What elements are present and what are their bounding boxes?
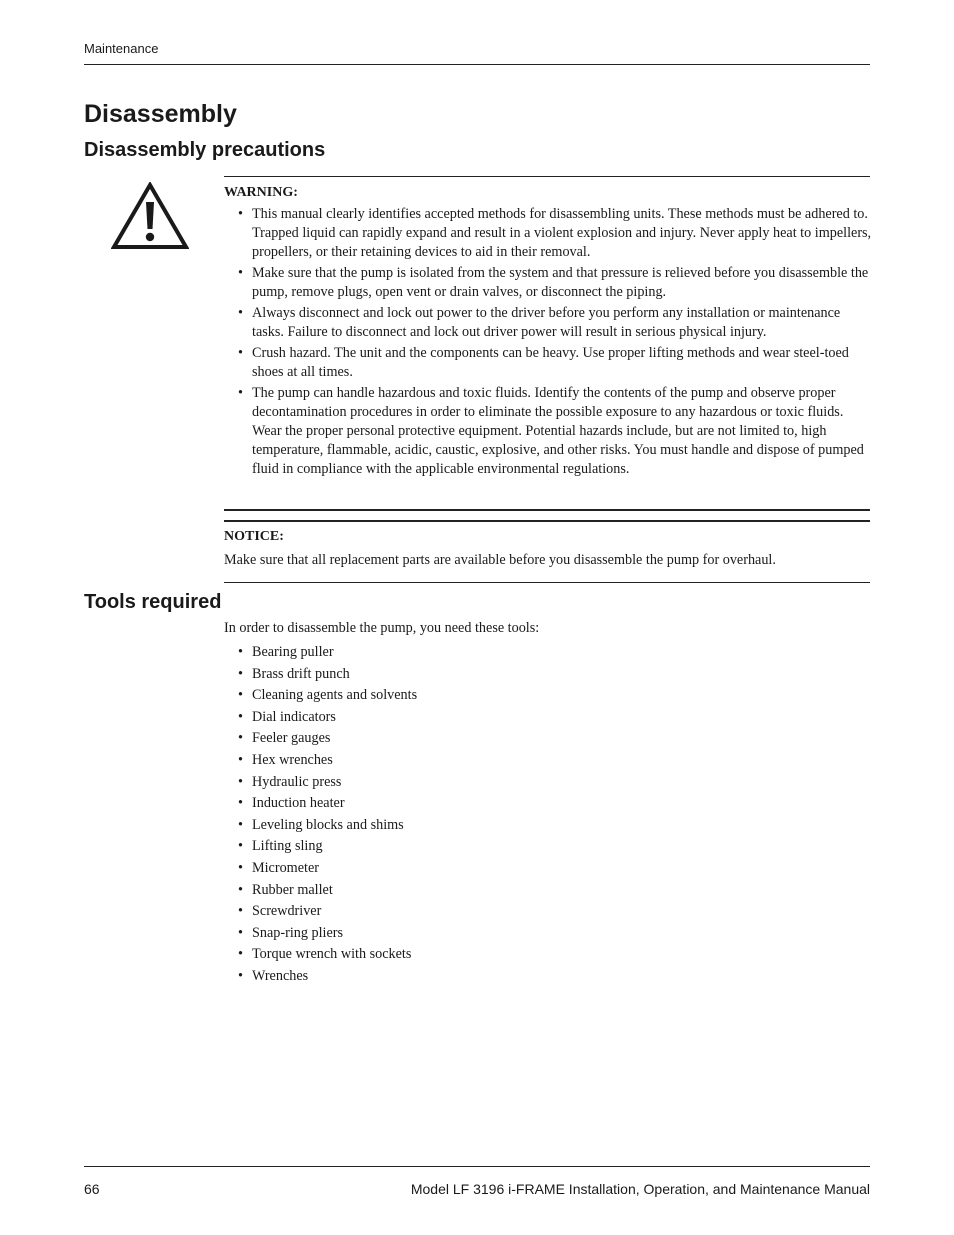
notice-label: NOTICE: [224, 529, 284, 544]
list-item: • Torque wrench with sockets [224, 944, 874, 966]
list-item: • Induction heater [224, 793, 874, 815]
list-item: • Leveling blocks and shims [224, 815, 874, 837]
page-number: 66 [84, 1181, 100, 1197]
notice-text: Make sure that all replacement parts are available before you disassemble the pump for overhaul. [224, 552, 776, 568]
warning-list [224, 205, 874, 481]
list-item: • Dial indicators [224, 707, 874, 729]
list-item: • Snap-ring pliers [224, 923, 874, 945]
header-divider [84, 64, 870, 65]
notice-top-rule [224, 520, 870, 522]
list-item: • Screwdriver [224, 901, 874, 923]
list-item: • Cleaning agents and solvents [224, 685, 874, 707]
list-item: • Always disconnect and lock out power to the driver before you perform any installation or maintenance tasks. Failure to disconnect and lock out driver power will result in serious physical injury. [224, 304, 874, 342]
running-header: Maintenance [84, 41, 159, 56]
warning-top-rule [224, 176, 870, 177]
list-item: • Wrenches [224, 966, 874, 988]
list-item: • Lifting sling [224, 836, 874, 858]
manual-title: Model LF 3196 i-FRAME Installation, Operation, and Maintenance Manual [410, 1181, 870, 1197]
list-item: • The pump can handle hazardous and toxic fluids. Identify the contents of the pump and observe proper decontamination procedures in order to eliminate the possible exposure to any hazardous or toxic fluids. Wear the proper personal protective equipment. Potential hazards include, but are not limited to, high temperature, flammable, acidic, caustic, explosive, and other risks. You must handle and dispose of pumped fluid in compliance with the applicable environmental regulations. [224, 384, 874, 479]
footer-divider [84, 1166, 870, 1167]
page-title: Disassembly [84, 100, 237, 128]
section-heading-precautions: Disassembly precautions [84, 139, 326, 161]
section-heading-tools: Tools required [84, 591, 222, 613]
list-item: • This manual clearly identifies accepted methods for disassembling units. These methods must be adhered to. Trapped liquid can rapidly expand and result in a violent explosion and injury. Never apply heat to impellers, propellers, or their retaining devices to aid in their removal. [224, 205, 874, 262]
list-item: • Make sure that the pump is isolated from the system and that pressure is relieved before you disassemble the pump, remove plugs, open vent or drain valves, or disconnect the piping. [224, 264, 874, 302]
list-item: • Micrometer [224, 858, 874, 880]
list-item: • Hex wrenches [224, 750, 874, 772]
list-item: • Bearing puller [224, 642, 874, 664]
tools-list [224, 642, 874, 988]
list-item: • Feeler gauges [224, 728, 874, 750]
warning-bottom-rule [224, 509, 870, 511]
tools-intro: In order to disassemble the pump, you need these tools: [224, 620, 540, 636]
list-item: • Crush hazard. The unit and the components can be heavy. Use proper lifting methods and wear steel-toed shoes at all times. [224, 344, 874, 382]
warning-triangle-icon [111, 182, 189, 250]
list-item: • Rubber mallet [224, 880, 874, 902]
list-item: • Hydraulic press [224, 772, 874, 794]
warning-label: WARNING: [224, 185, 298, 200]
notice-bottom-rule [224, 582, 870, 583]
list-item: • Brass drift punch [224, 664, 874, 686]
